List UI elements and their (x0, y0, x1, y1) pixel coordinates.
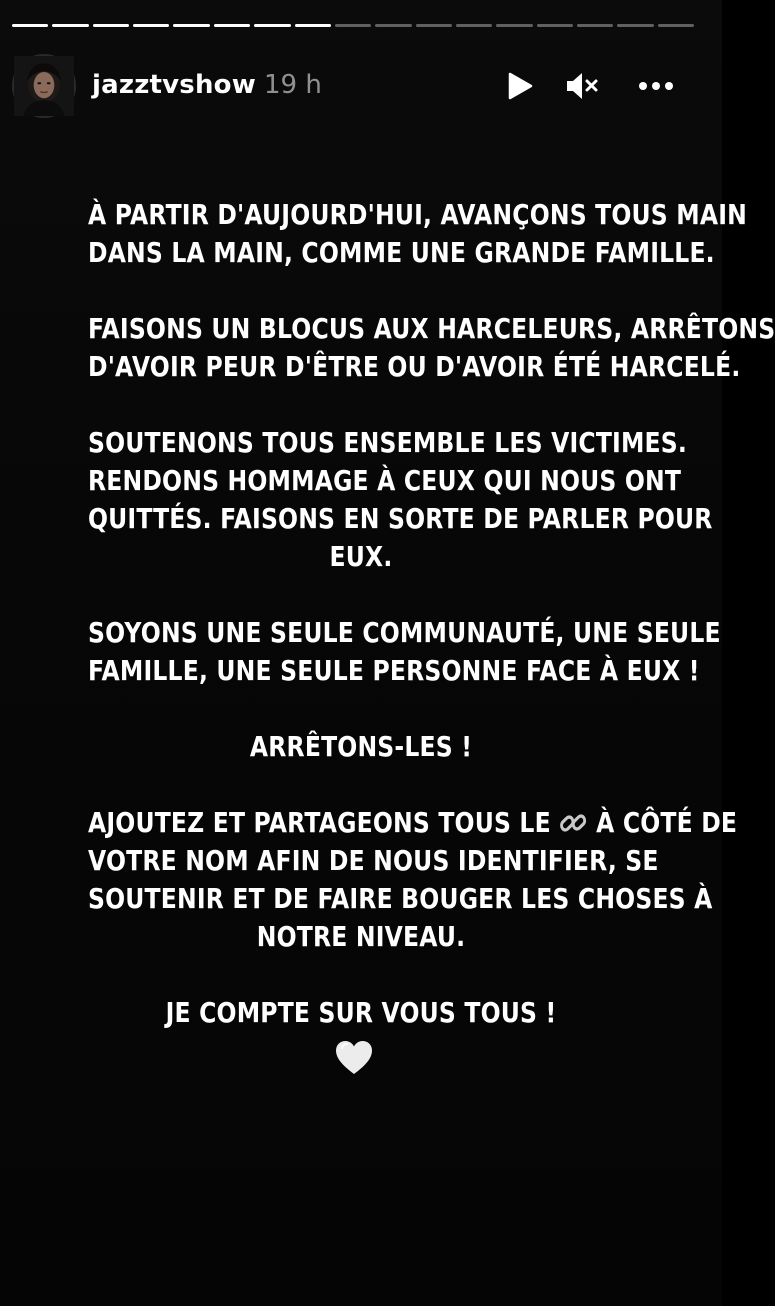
progress-segment (214, 24, 250, 27)
message-paragraph (88, 196, 747, 272)
message-line: À PARTIR D'AUJOURD'HUI, AVANÇONS TOUS MAIN (88, 198, 747, 231)
message-line: QUITTÉS. FAISONS EN SORTE DE PARLER POUR (88, 502, 713, 535)
play-icon (507, 72, 533, 100)
message-line: SOUTENIR ET DE FAIRE BOUGER LES CHOSES À (88, 882, 713, 915)
message-line: SOUTENONS TOUS ENSEMBLE LES VICTIMES. (88, 426, 687, 459)
message-line: RENDONS HOMMAGE À CEUX QUI NOUS ONT (88, 464, 682, 497)
progress-segment (416, 24, 452, 27)
avatar[interactable] (12, 54, 76, 118)
message-line: DANS LA MAIN, COMME UNE GRANDE FAMILLE. (88, 236, 715, 269)
white-heart-icon (334, 1038, 374, 1078)
username-link[interactable]: jazztvshow (92, 70, 256, 100)
progress-segment (496, 24, 532, 27)
story-progress-bar (12, 24, 694, 28)
more-options-button[interactable] (634, 66, 678, 106)
message-line: FAMILLE, UNE SEULE PERSONNE FACE À EUX ! (88, 654, 700, 687)
progress-segment (52, 24, 88, 27)
progress-segment (173, 24, 209, 27)
message-paragraph (88, 994, 634, 1032)
message-paragraph (88, 310, 775, 386)
progress-segment (12, 24, 48, 27)
progress-segment (295, 24, 331, 27)
mute-button[interactable] (562, 66, 602, 106)
message-paragraph (88, 424, 713, 576)
message-line: JE COMPTE SUR VOUS TOUS ! (165, 996, 557, 1029)
progress-segment (93, 24, 129, 27)
message-paragraph (88, 614, 721, 690)
story-header (12, 54, 710, 118)
message-text: AJOUTEZ ET PARTAGEONS TOUS LE (88, 806, 551, 839)
story-message (88, 196, 775, 1032)
muted-speaker-icon (565, 71, 599, 101)
progress-segment (456, 24, 492, 27)
message-text: À CÔTÉ DE (596, 806, 738, 839)
progress-segment (335, 24, 371, 27)
message-line (88, 804, 738, 842)
play-button[interactable] (500, 66, 540, 106)
profile-photo-icon (14, 56, 74, 116)
progress-segment (537, 24, 573, 27)
progress-segment (375, 24, 411, 27)
message-line: VOTRE NOM AFIN DE NOUS IDENTIFIER, SE (88, 844, 659, 877)
message-line: FAISONS UN BLOCUS AUX HARCELEURS, ARRÊTONS (88, 312, 775, 345)
message-paragraph (88, 728, 634, 766)
progress-segment (254, 24, 290, 27)
message-paragraph (88, 804, 738, 956)
message-line: NOTRE NIVEAU. (256, 920, 466, 953)
message-line: SOYONS UNE SEULE COMMUNAUTÉ, UNE SEULE (88, 616, 721, 649)
progress-segment (617, 24, 653, 27)
message-line: EUX. (329, 540, 393, 573)
link-icon (559, 810, 588, 836)
progress-segment (577, 24, 613, 27)
message-line: D'AVOIR PEUR D'ÊTRE OU D'AVOIR ÉTÉ HARCELÉ. (88, 350, 741, 383)
progress-segment (658, 24, 694, 27)
more-dots-icon (638, 81, 674, 91)
message-line: ARRÊTONS-LES ! (249, 730, 473, 763)
post-time: 19 h (264, 70, 322, 100)
progress-segment (133, 24, 169, 27)
